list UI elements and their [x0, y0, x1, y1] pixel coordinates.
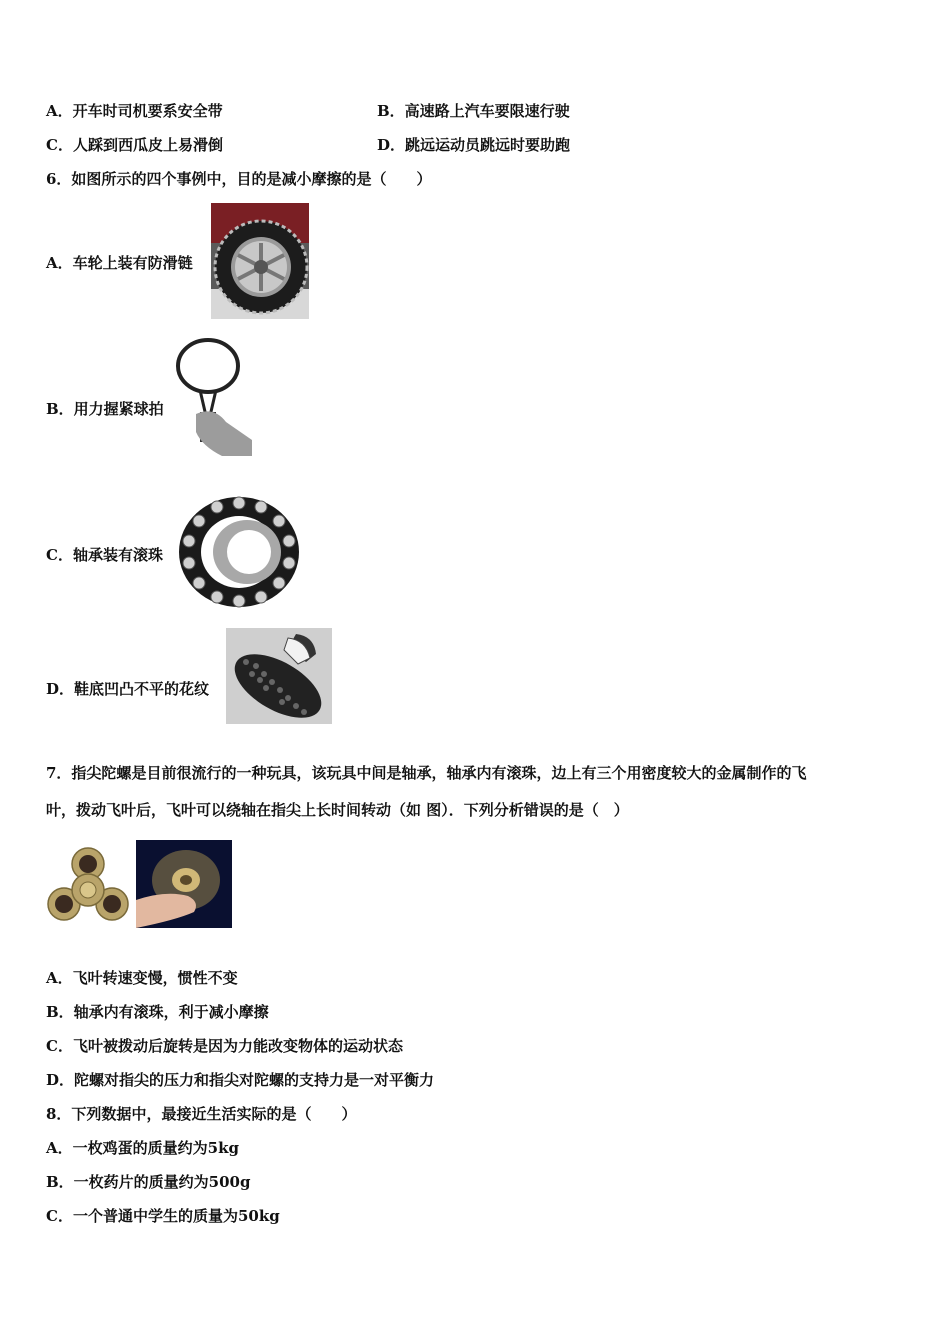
q6-option-c: C．轴承装有滚珠	[46, 546, 163, 564]
q5-option-d: D．跳远运动员跳远时要助跑	[377, 136, 571, 154]
q7-option-c: C．飞叶被拨动后旋转是因为力能改变物体的运动状态	[46, 1037, 403, 1055]
q6-stem: 6．如图所示的四个事例中，目的是减小摩擦的是（ ）	[46, 170, 432, 188]
q8-option-c: C．一个普通中学生的质量为50kg	[46, 1207, 280, 1225]
racket-grip-image	[174, 336, 252, 456]
q7-stem-line2: 叶，拨动飞叶后，飞叶可以绕轴在指尖上长时间转动（如 图）．下列分析错误的是（ ）	[46, 801, 629, 819]
q6-option-a: A．车轮上装有防滑链	[46, 254, 193, 272]
q6-option-d: D．鞋底凹凸不平的花纹	[46, 680, 210, 698]
snow-chain-wheel-image	[211, 203, 309, 319]
q7-option-a: A．飞叶转速变慢，惯性不变	[46, 969, 238, 987]
q7-stem-line1: 7．指尖陀螺是目前很流行的一种玩具，该玩具中间是轴承，轴承内有滚珠，边上有三个用密度较大的金属制作的飞	[46, 764, 807, 782]
q5-option-b: B．高速路上汽车要限速行驶	[377, 102, 570, 120]
shoe-sole-image	[226, 628, 332, 724]
q8-option-b: B．一枚药片的质量约为500g	[46, 1173, 251, 1191]
spinning-spinner-hand-image	[136, 840, 232, 928]
q8-option-a: A．一枚鸡蛋的质量约为5kg	[46, 1139, 239, 1157]
q6-option-b: B．用力握紧球拍	[46, 400, 164, 418]
fidget-spinner-image	[46, 846, 130, 926]
q5-option-c: C．人踩到西瓜皮上易滑倒	[46, 136, 223, 154]
ball-bearing-image	[175, 493, 303, 611]
q7-option-d: D．陀螺对指尖的压力和指尖对陀螺的支持力是一对平衡力	[46, 1071, 435, 1089]
q8-stem: 8．下列数据中，最接近生活实际的是（ ）	[46, 1105, 357, 1123]
q7-option-b: B．轴承内有滚珠，利于减小摩擦	[46, 1003, 269, 1021]
q5-option-a: A．开车时司机要系安全带	[46, 102, 223, 120]
